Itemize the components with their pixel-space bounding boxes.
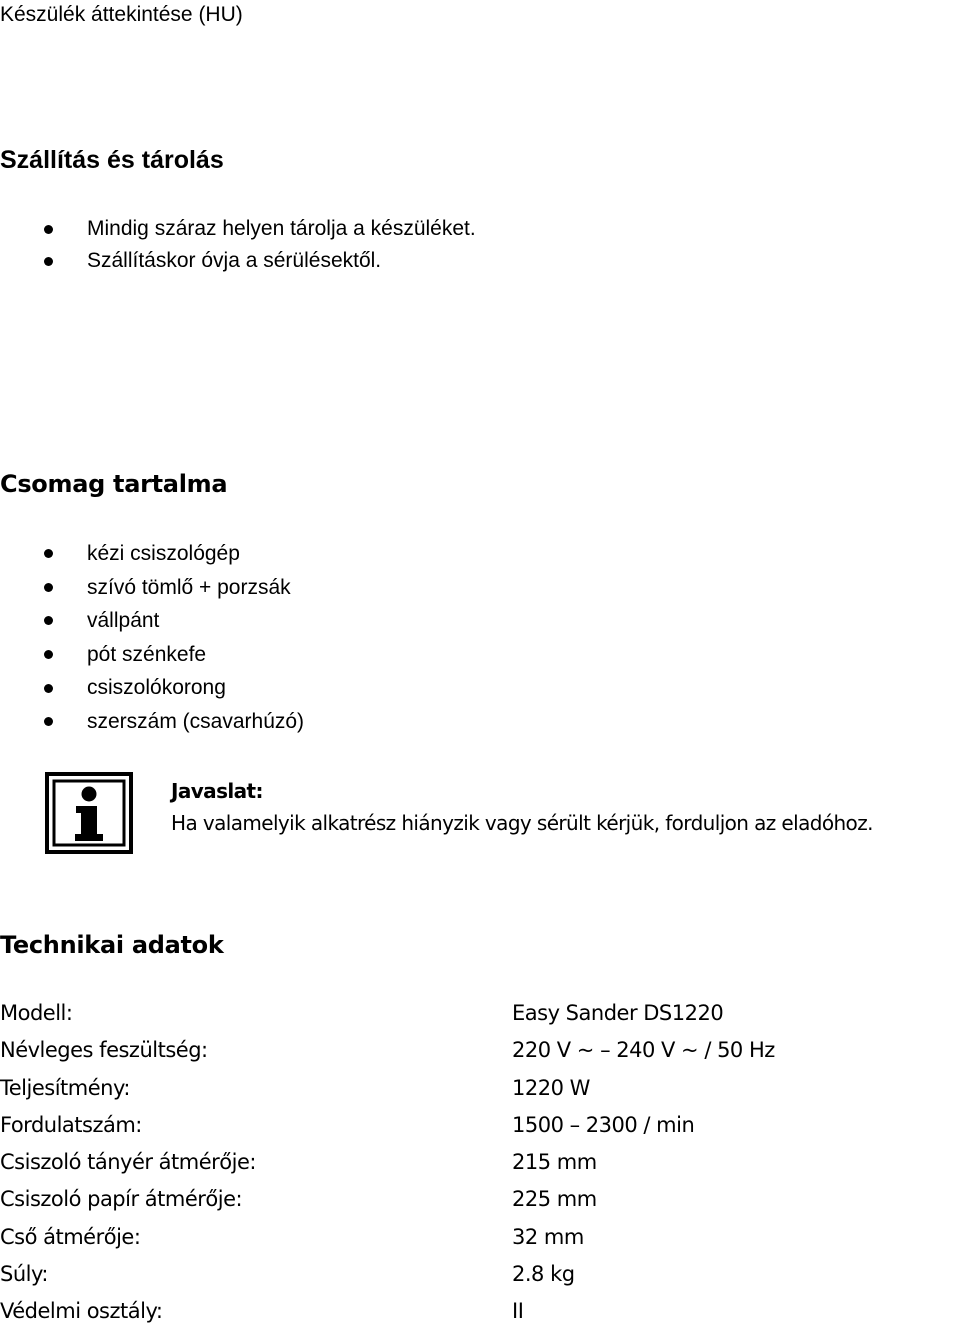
list-item <box>0 571 304 605</box>
list-item <box>0 671 304 705</box>
spec-row <box>0 1070 960 1107</box>
list-item <box>0 245 476 277</box>
spec-row <box>0 1219 960 1256</box>
transport-heading: Szállítás és tárolás <box>0 146 224 174</box>
spec-row <box>0 1107 960 1144</box>
spec-value: 32 mm <box>512 1224 584 1249</box>
list-item <box>0 604 304 638</box>
specs-heading: Technikai adatok <box>0 931 224 959</box>
bullet-icon <box>44 616 53 625</box>
spec-value: Easy Sander DS1220 <box>512 1001 724 1025</box>
spec-value: 225 mm <box>512 1187 597 1212</box>
spec-value: II <box>512 1299 524 1324</box>
list-item-text: szerszám (csavarhúzó) <box>87 709 305 733</box>
spec-value: 1220 W <box>512 1075 590 1100</box>
spec-label: Fordulatszám: <box>0 1112 142 1137</box>
spec-value: 2.8 kg <box>512 1262 575 1287</box>
spec-label: Teljesítmény: <box>0 1075 130 1100</box>
list-item <box>0 213 476 245</box>
document-header: Készülék áttekintése (HU) <box>0 3 243 26</box>
specs-table <box>0 995 960 1331</box>
bullet-icon <box>44 650 53 659</box>
list-item-text: szívó tömlő + porzsák <box>87 575 291 599</box>
bullet-icon <box>44 257 53 266</box>
spec-value: 1500 – 2300 / min <box>512 1112 695 1137</box>
list-item-text: csiszolókorong <box>87 676 226 700</box>
list-item <box>0 537 304 571</box>
transport-list <box>0 213 476 277</box>
list-item-text: kézi csiszológép <box>87 542 240 565</box>
spec-row <box>0 1032 960 1069</box>
spec-label: Súly: <box>0 1262 48 1287</box>
tip-label: Javaslat: <box>171 779 263 803</box>
spec-label: Védelmi osztály: <box>0 1299 163 1324</box>
package-list <box>0 537 304 739</box>
package-heading: Csomag tartalma <box>0 470 228 498</box>
bullet-icon <box>44 549 53 558</box>
spec-label: Névleges feszültség: <box>0 1038 208 1063</box>
spec-row <box>0 1293 960 1330</box>
spec-label: Csiszoló tányér átmérője: <box>0 1150 256 1175</box>
list-item <box>0 705 304 739</box>
list-item-text: pót szénkefe <box>87 642 207 666</box>
spec-label: Cső átmérője: <box>0 1224 141 1249</box>
list-item-text: vállpánt <box>87 609 160 633</box>
spec-row <box>0 995 960 1032</box>
list-item-text: Szállításkor óvja a sérülésektől. <box>87 249 382 272</box>
tip-text: Ha valamelyik alkatrész hiányzik vagy sérült kérjük, forduljon az eladóhoz. <box>171 811 873 835</box>
info-icon <box>45 772 133 854</box>
spec-row <box>0 1256 960 1293</box>
list-item-text: Mindig száraz helyen tárolja a készüléket. <box>87 217 476 240</box>
bullet-icon <box>44 583 53 592</box>
tip-box <box>171 775 873 839</box>
spec-value: 215 mm <box>512 1150 597 1175</box>
spec-label: Csiszoló papír átmérője: <box>0 1187 243 1212</box>
list-item <box>0 638 304 672</box>
bullet-icon <box>44 225 53 234</box>
spec-label: Modell: <box>0 1001 73 1025</box>
spec-value: 220 V ~ – 240 V ~ / 50 Hz <box>512 1038 775 1063</box>
spec-row <box>0 1181 960 1218</box>
bullet-icon <box>44 684 53 693</box>
bullet-icon <box>44 717 53 726</box>
spec-row <box>0 1144 960 1181</box>
